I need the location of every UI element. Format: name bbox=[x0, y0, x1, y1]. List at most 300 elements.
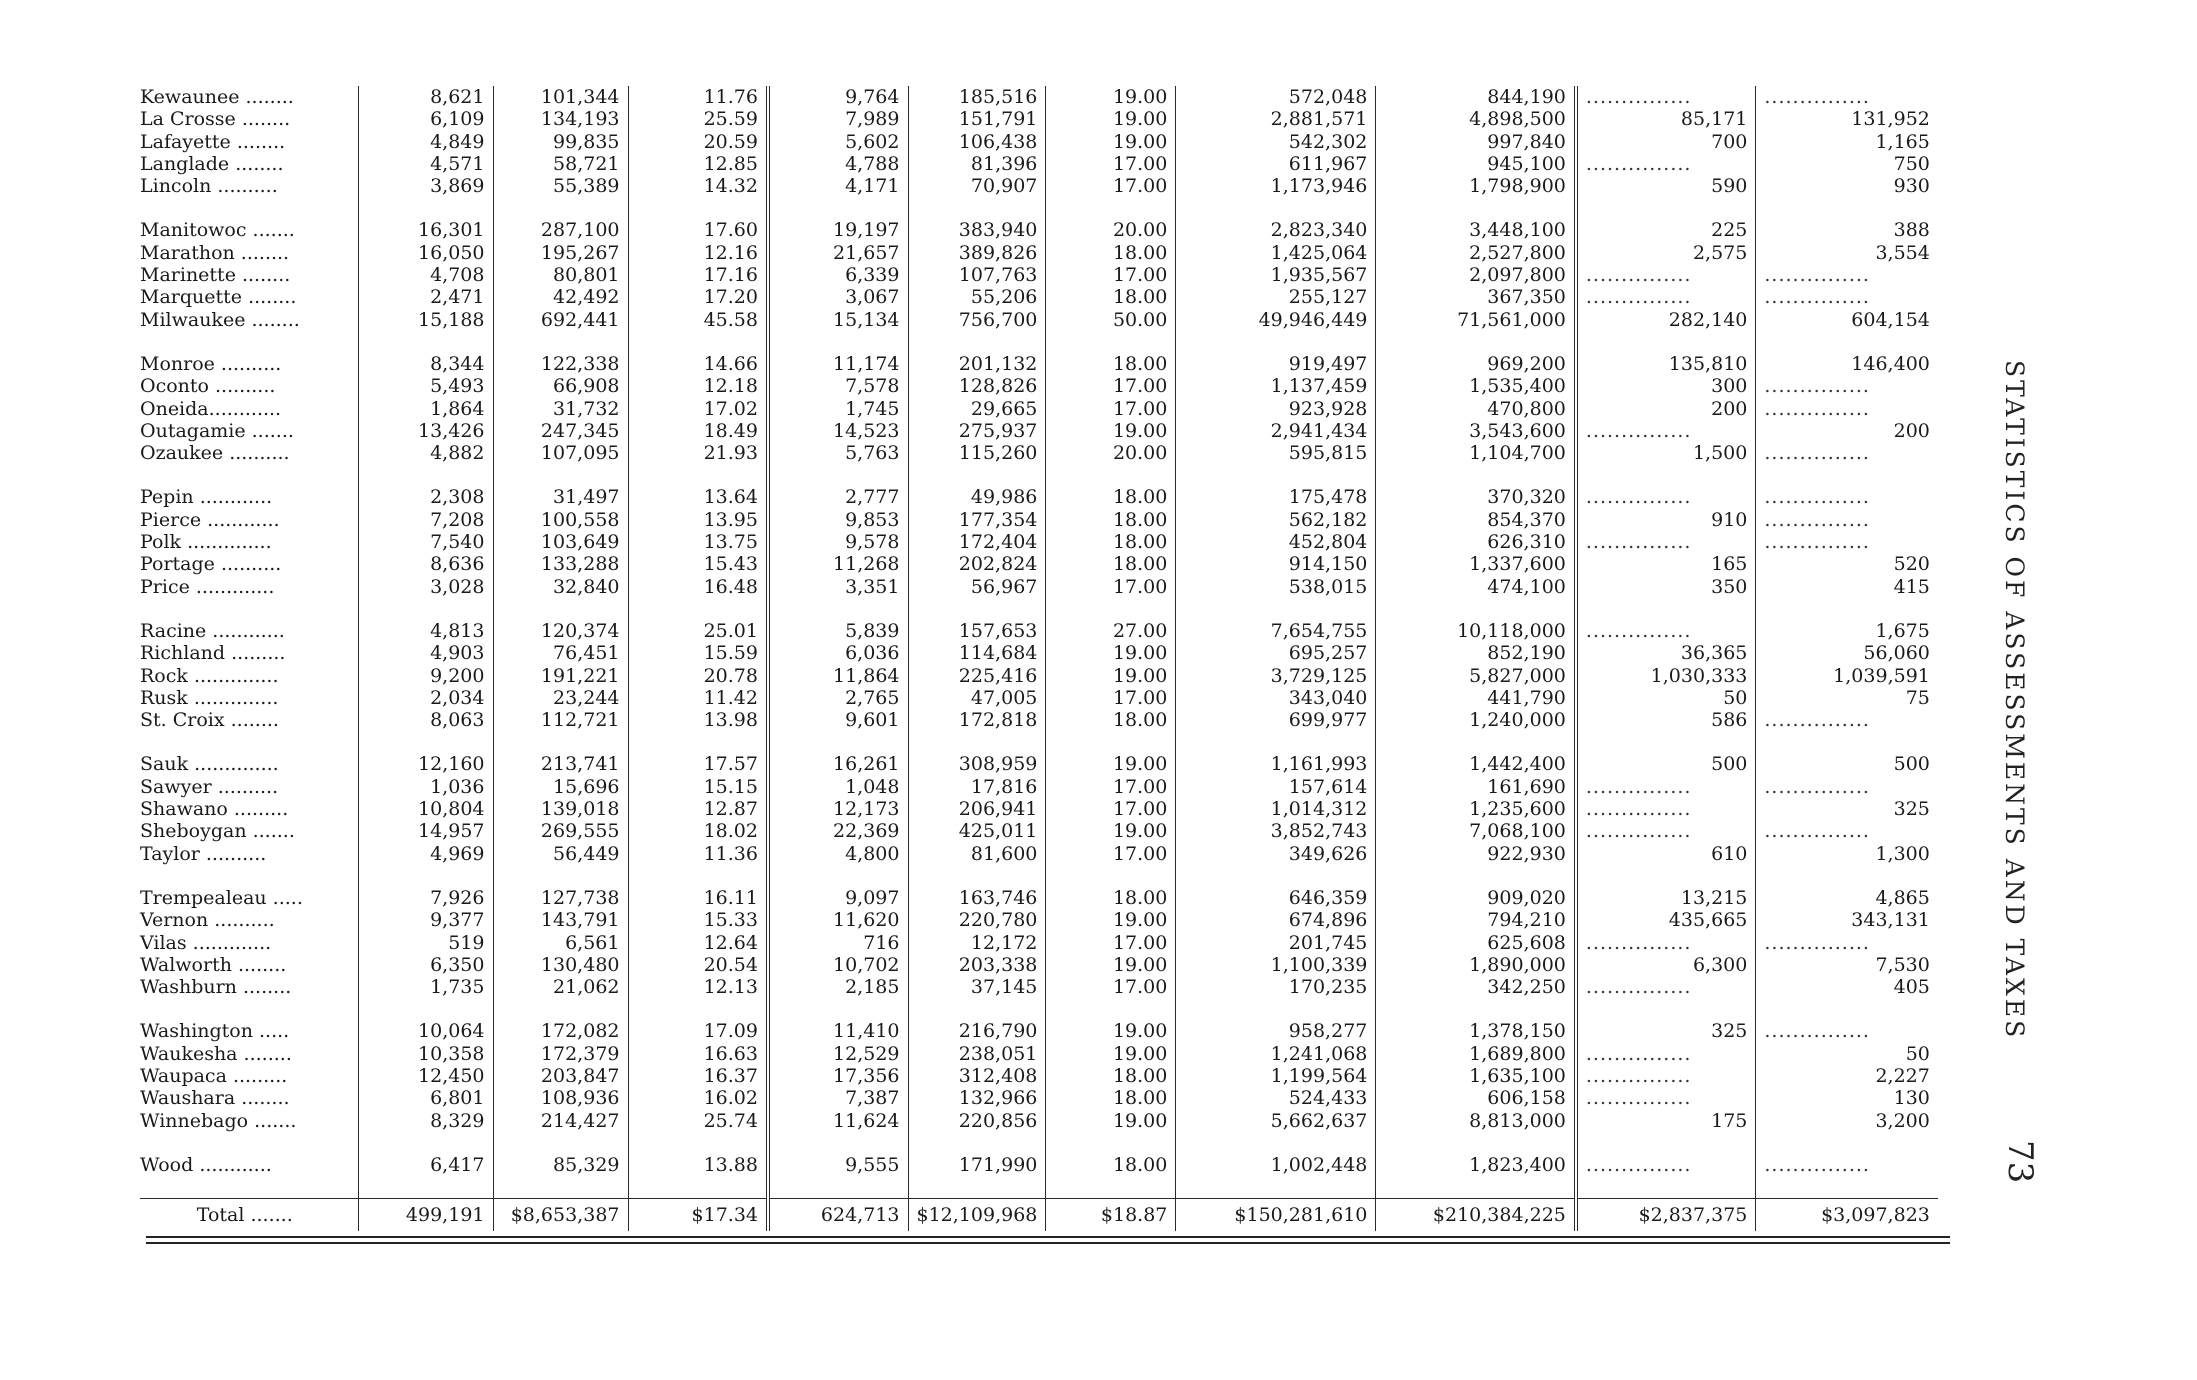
county-name: Lincoln .......... bbox=[140, 175, 278, 198]
spacer-cell bbox=[1376, 865, 1576, 887]
county-name: Lafayette ........ bbox=[140, 130, 286, 153]
cell-c7: 595,815 bbox=[1176, 442, 1376, 464]
cell-c6: 20.00 bbox=[1046, 219, 1176, 241]
spacer-cell bbox=[1576, 197, 1756, 219]
cell-c3: 16.63 bbox=[628, 1043, 768, 1065]
cell-c1: 1,036 bbox=[358, 776, 493, 798]
cell-c3: 20.78 bbox=[628, 665, 768, 687]
cell-c5: 55,206 bbox=[908, 286, 1046, 308]
cell-c5: 17,816 bbox=[908, 776, 1046, 798]
spacer-cell bbox=[628, 998, 768, 1020]
cell-c5: 106,438 bbox=[908, 131, 1046, 153]
cell-c6: 18.00 bbox=[1046, 242, 1176, 264]
table-row bbox=[140, 509, 1938, 531]
spacer-cell bbox=[1046, 464, 1176, 486]
cell-c8: 1,442,400 bbox=[1376, 753, 1576, 775]
cell-c8: 2,527,800 bbox=[1376, 242, 1576, 264]
cell-c3: 17.16 bbox=[628, 264, 768, 286]
cell-c6: 50.00 bbox=[1046, 309, 1176, 331]
cell-c3: 15.43 bbox=[628, 553, 768, 575]
cell-c2: 130,480 bbox=[493, 954, 628, 976]
cell-c10: 56,060 bbox=[1756, 642, 1938, 664]
group-spacer bbox=[140, 331, 1938, 353]
cell-c4: 11,268 bbox=[768, 553, 908, 575]
cell-c8: 1,890,000 bbox=[1376, 954, 1576, 976]
spacer-cell bbox=[768, 464, 908, 486]
cell-c5: 115,260 bbox=[908, 442, 1046, 464]
dot-leader: ............... bbox=[1576, 86, 1756, 108]
county-name: Marinette ........ bbox=[140, 264, 291, 287]
running-head: STATISTICS OF ASSESSMENTS AND TAXES bbox=[2000, 360, 2029, 1041]
spacer-cell bbox=[1576, 464, 1756, 486]
county-name: Racine ............ bbox=[140, 619, 285, 642]
spacer-cell bbox=[908, 998, 1046, 1020]
cell-c8: 606,158 bbox=[1376, 1087, 1576, 1109]
cell-c1: 4,969 bbox=[358, 843, 493, 865]
table-row bbox=[140, 486, 1938, 508]
cell-c6: 18.00 bbox=[1046, 1065, 1176, 1087]
cell-c4: 716 bbox=[768, 932, 908, 954]
cell-c9: 50 bbox=[1576, 687, 1756, 709]
spacer-cell bbox=[628, 598, 768, 620]
cell-c7: 674,896 bbox=[1176, 909, 1376, 931]
cell-c3: 17.57 bbox=[628, 753, 768, 775]
cell-c3: 13.98 bbox=[628, 709, 768, 731]
cell-c3: 12.87 bbox=[628, 798, 768, 820]
cell-c7: $150,281,610 bbox=[1176, 1199, 1376, 1232]
county-name: Marquette ........ bbox=[140, 286, 297, 309]
group-spacer bbox=[140, 731, 1938, 753]
cell-c1: 10,358 bbox=[358, 1043, 493, 1065]
cell-c1: 3,869 bbox=[358, 175, 493, 197]
cell-c9: 165 bbox=[1576, 553, 1756, 575]
cell-c5: 185,516 bbox=[908, 86, 1046, 108]
cell-c4: 2,185 bbox=[768, 976, 908, 998]
county-name: Pepin ............ bbox=[140, 486, 273, 509]
spacer-cell bbox=[768, 998, 908, 1020]
cell-c6: 17.00 bbox=[1046, 976, 1176, 998]
cell-c5: 202,824 bbox=[908, 553, 1046, 575]
cell-c1: 4,708 bbox=[358, 264, 493, 286]
cell-c8: 922,930 bbox=[1376, 843, 1576, 865]
cell-c3: 20.54 bbox=[628, 954, 768, 976]
cell-c7: 170,235 bbox=[1176, 976, 1376, 998]
cell-c8: 370,320 bbox=[1376, 486, 1576, 508]
cell-c1: 5,493 bbox=[358, 375, 493, 397]
cell-c10: 146,400 bbox=[1756, 353, 1938, 375]
cell-c1: 519 bbox=[358, 932, 493, 954]
cell-c1: 13,426 bbox=[358, 420, 493, 442]
cell-c8: 161,690 bbox=[1376, 776, 1576, 798]
cell-c5: 203,338 bbox=[908, 954, 1046, 976]
cell-c7: 562,182 bbox=[1176, 509, 1376, 531]
spacer-cell bbox=[1756, 998, 1938, 1020]
county-name: Washburn ........ bbox=[140, 976, 292, 999]
table-row bbox=[140, 776, 1938, 798]
cell-c4: 6,036 bbox=[768, 642, 908, 664]
cell-c10: 1,165 bbox=[1756, 131, 1938, 153]
cell-c8: 4,898,500 bbox=[1376, 108, 1576, 130]
cell-c2: 15,696 bbox=[493, 776, 628, 798]
cell-c10: 343,131 bbox=[1756, 909, 1938, 931]
cell-c2: 66,908 bbox=[493, 375, 628, 397]
cell-c1: 4,813 bbox=[358, 620, 493, 642]
cell-c2: 6,561 bbox=[493, 932, 628, 954]
cell-c1: 6,801 bbox=[358, 1087, 493, 1109]
spacer-cell bbox=[628, 197, 768, 219]
cell-c2: 99,835 bbox=[493, 131, 628, 153]
county-name: Richland ......... bbox=[140, 642, 286, 665]
dot-leader: ............... bbox=[1576, 820, 1756, 842]
spacer-cell bbox=[1756, 1176, 1938, 1199]
cell-c3: 13.64 bbox=[628, 486, 768, 508]
cell-c2: 133,288 bbox=[493, 553, 628, 575]
cell-c6: 17.00 bbox=[1046, 398, 1176, 420]
cell-c7: 646,359 bbox=[1176, 887, 1376, 909]
cell-c10: 1,300 bbox=[1756, 843, 1938, 865]
dot-leader: ............... bbox=[1576, 264, 1756, 286]
table-row bbox=[140, 798, 1938, 820]
cell-c7: 3,852,743 bbox=[1176, 820, 1376, 842]
cell-c2: 172,082 bbox=[493, 1020, 628, 1042]
cell-c1: 499,191 bbox=[358, 1199, 493, 1232]
cell-c8: 1,235,600 bbox=[1376, 798, 1576, 820]
cell-c5: 29,665 bbox=[908, 398, 1046, 420]
county-name: La Crosse ........ bbox=[140, 108, 291, 131]
cell-c5: 220,780 bbox=[908, 909, 1046, 931]
dot-leader: ............... bbox=[1756, 398, 1938, 420]
cell-c5: 275,937 bbox=[908, 420, 1046, 442]
cell-c8: 1,337,600 bbox=[1376, 553, 1576, 575]
cell-c2: 127,738 bbox=[493, 887, 628, 909]
cell-c4: 9,853 bbox=[768, 509, 908, 531]
cell-c8: 7,068,100 bbox=[1376, 820, 1576, 842]
table-row bbox=[140, 86, 1938, 108]
spacer-cell bbox=[358, 1132, 493, 1154]
cell-c5: 308,959 bbox=[908, 753, 1046, 775]
spacer-cell bbox=[768, 331, 908, 353]
dot-leader: ............... bbox=[1756, 1154, 1938, 1176]
spacer-cell bbox=[1046, 1176, 1176, 1199]
cell-c10: 2,227 bbox=[1756, 1065, 1938, 1087]
cell-c3: 16.37 bbox=[628, 1065, 768, 1087]
dot-leader: ............... bbox=[1756, 932, 1938, 954]
dot-leader: ............... bbox=[1576, 420, 1756, 442]
county-name: Rock .............. bbox=[140, 664, 279, 687]
cell-c3: 20.59 bbox=[628, 131, 768, 153]
cell-c1: 9,200 bbox=[358, 665, 493, 687]
cell-c7: 1,014,312 bbox=[1176, 798, 1376, 820]
spacer-cell bbox=[140, 865, 358, 887]
cell-c6: 17.00 bbox=[1046, 264, 1176, 286]
cell-c2: 100,558 bbox=[493, 509, 628, 531]
spacer-cell bbox=[1376, 331, 1576, 353]
cell-c4: 16,261 bbox=[768, 753, 908, 775]
table-row bbox=[140, 219, 1938, 241]
county-name: St. Croix ........ bbox=[140, 709, 279, 732]
dot-leader: ............... bbox=[1576, 1043, 1756, 1065]
cell-c7: 175,478 bbox=[1176, 486, 1376, 508]
spacer-cell bbox=[1176, 731, 1376, 753]
cell-c4: 21,657 bbox=[768, 242, 908, 264]
cell-c8: 852,190 bbox=[1376, 642, 1576, 664]
cell-c1: 4,571 bbox=[358, 153, 493, 175]
dot-leader: ............... bbox=[1756, 264, 1938, 286]
cell-c6: 19.00 bbox=[1046, 1110, 1176, 1132]
cell-c2: 32,840 bbox=[493, 576, 628, 598]
cell-c3: 16.48 bbox=[628, 576, 768, 598]
cell-c3: 11.36 bbox=[628, 843, 768, 865]
spacer-cell bbox=[908, 197, 1046, 219]
cell-c5: 163,746 bbox=[908, 887, 1046, 909]
cell-c7: 5,662,637 bbox=[1176, 1110, 1376, 1132]
cell-c3: 13.75 bbox=[628, 531, 768, 553]
cell-c8: 626,310 bbox=[1376, 531, 1576, 553]
cell-c4: 7,989 bbox=[768, 108, 908, 130]
county-name: Marathon ........ bbox=[140, 241, 290, 264]
cell-c9: 586 bbox=[1576, 709, 1756, 731]
county-name: Walworth ........ bbox=[140, 953, 287, 976]
spacer-cell bbox=[768, 1132, 908, 1154]
county-name: Wood ............ bbox=[140, 1153, 272, 1176]
dot-leader: ............... bbox=[1756, 509, 1938, 531]
cell-c2: 58,721 bbox=[493, 153, 628, 175]
cell-c6: 18.00 bbox=[1046, 887, 1176, 909]
cell-c4: 17,356 bbox=[768, 1065, 908, 1087]
cell-c3: 25.01 bbox=[628, 620, 768, 642]
dot-leader: ............... bbox=[1756, 486, 1938, 508]
spacer-cell bbox=[1576, 1176, 1756, 1199]
cell-c7: 201,745 bbox=[1176, 932, 1376, 954]
spacer-cell bbox=[1046, 331, 1176, 353]
cell-c6: 20.00 bbox=[1046, 442, 1176, 464]
cell-c4: 14,523 bbox=[768, 420, 908, 442]
cell-c3: 15.15 bbox=[628, 776, 768, 798]
table-row bbox=[140, 687, 1938, 709]
total-row bbox=[140, 1199, 1938, 1232]
cell-c1: 6,109 bbox=[358, 108, 493, 130]
cell-c8: 8,813,000 bbox=[1376, 1110, 1576, 1132]
cell-c2: 134,193 bbox=[493, 108, 628, 130]
table-row bbox=[140, 642, 1938, 664]
cell-c1: 7,540 bbox=[358, 531, 493, 553]
table-row bbox=[140, 420, 1938, 442]
cell-c3: 15.33 bbox=[628, 909, 768, 931]
cell-c3: 13.95 bbox=[628, 509, 768, 531]
cell-c5: 114,684 bbox=[908, 642, 1046, 664]
cell-c8: 342,250 bbox=[1376, 976, 1576, 998]
cell-c2: 101,344 bbox=[493, 86, 628, 108]
dot-leader: ............... bbox=[1756, 709, 1938, 731]
spacer-cell bbox=[493, 731, 628, 753]
cell-c1: 10,804 bbox=[358, 798, 493, 820]
spacer-cell bbox=[908, 865, 1046, 887]
cell-c6: 19.00 bbox=[1046, 108, 1176, 130]
table-row bbox=[140, 264, 1938, 286]
cell-c5: 312,408 bbox=[908, 1065, 1046, 1087]
cell-c3: 17.02 bbox=[628, 398, 768, 420]
cell-c1: 1,864 bbox=[358, 398, 493, 420]
cell-c1: 8,621 bbox=[358, 86, 493, 108]
cell-c10: 50 bbox=[1756, 1043, 1938, 1065]
cell-c4: 3,067 bbox=[768, 286, 908, 308]
cell-c7: 699,977 bbox=[1176, 709, 1376, 731]
cell-c7: 349,626 bbox=[1176, 843, 1376, 865]
cell-c9: 1,500 bbox=[1576, 442, 1756, 464]
cell-c4: 7,578 bbox=[768, 375, 908, 397]
spacer-cell bbox=[1756, 1132, 1938, 1154]
spacer-cell bbox=[493, 598, 628, 620]
cell-c1: 2,308 bbox=[358, 486, 493, 508]
spacer-cell bbox=[628, 1176, 768, 1199]
cell-c3: $17.34 bbox=[628, 1199, 768, 1232]
spacer-cell bbox=[908, 331, 1046, 353]
cell-c1: 2,471 bbox=[358, 286, 493, 308]
cell-c4: 9,555 bbox=[768, 1154, 908, 1176]
cell-c9: 282,140 bbox=[1576, 309, 1756, 331]
county-name: Oconto .......... bbox=[140, 375, 276, 398]
cell-c10: 1,675 bbox=[1756, 620, 1938, 642]
cell-c6: 19.00 bbox=[1046, 820, 1176, 842]
cell-c10: 500 bbox=[1756, 753, 1938, 775]
cell-c4: 22,369 bbox=[768, 820, 908, 842]
county-name: Vilas ............. bbox=[140, 931, 272, 954]
table-row bbox=[140, 1065, 1938, 1087]
cell-c5: 107,763 bbox=[908, 264, 1046, 286]
cell-c7: 542,302 bbox=[1176, 131, 1376, 153]
table-row bbox=[140, 932, 1938, 954]
cell-c2: 80,801 bbox=[493, 264, 628, 286]
cell-c8: 844,190 bbox=[1376, 86, 1576, 108]
cell-c4: 2,777 bbox=[768, 486, 908, 508]
cell-c5: 216,790 bbox=[908, 1020, 1046, 1042]
cell-c6: 18.00 bbox=[1046, 553, 1176, 575]
cell-c6: 17.00 bbox=[1046, 153, 1176, 175]
cell-c4: 9,601 bbox=[768, 709, 908, 731]
spacer-cell bbox=[1176, 598, 1376, 620]
cell-c10: 325 bbox=[1756, 798, 1938, 820]
cell-c2: 139,018 bbox=[493, 798, 628, 820]
cell-c7: 1,241,068 bbox=[1176, 1043, 1376, 1065]
dot-leader: ............... bbox=[1576, 932, 1756, 954]
cell-c3: 14.32 bbox=[628, 175, 768, 197]
cell-c8: 1,104,700 bbox=[1376, 442, 1576, 464]
cell-c9: 350 bbox=[1576, 576, 1756, 598]
county-name: Rusk .............. bbox=[140, 686, 279, 709]
spacer-cell bbox=[1046, 731, 1176, 753]
spacer-cell bbox=[493, 1132, 628, 1154]
spacer-cell bbox=[908, 1176, 1046, 1199]
cell-c6: 19.00 bbox=[1046, 131, 1176, 153]
cell-c8: 10,118,000 bbox=[1376, 620, 1576, 642]
cell-c4: 4,171 bbox=[768, 175, 908, 197]
cell-c2: 143,791 bbox=[493, 909, 628, 931]
cell-c8: $210,384,225 bbox=[1376, 1199, 1576, 1232]
cell-c7: 1,137,459 bbox=[1176, 375, 1376, 397]
county-name: Trempealeau ..... bbox=[140, 886, 303, 909]
table-row bbox=[140, 620, 1938, 642]
table-row bbox=[140, 442, 1938, 464]
cell-c9: 13,215 bbox=[1576, 887, 1756, 909]
spacer-cell bbox=[140, 197, 358, 219]
dot-leader: ............... bbox=[1576, 1154, 1756, 1176]
cell-c5: 157,653 bbox=[908, 620, 1046, 642]
cell-c4: 11,410 bbox=[768, 1020, 908, 1042]
cell-c1: 7,926 bbox=[358, 887, 493, 909]
cell-c2: 76,451 bbox=[493, 642, 628, 664]
cell-c7: 919,497 bbox=[1176, 353, 1376, 375]
spacer-cell bbox=[1176, 998, 1376, 1020]
cell-c2: 103,649 bbox=[493, 531, 628, 553]
cell-c3: 45.58 bbox=[628, 309, 768, 331]
cell-c7: 1,002,448 bbox=[1176, 1154, 1376, 1176]
cell-c6: 17.00 bbox=[1046, 687, 1176, 709]
spacer-cell bbox=[1046, 998, 1176, 1020]
spacer-cell bbox=[908, 731, 1046, 753]
cell-c9: 300 bbox=[1576, 375, 1756, 397]
county-name: Sauk .............. bbox=[140, 753, 279, 776]
cell-c4: 9,764 bbox=[768, 86, 908, 108]
county-name: Waukesha ........ bbox=[140, 1042, 292, 1065]
cell-c2: 21,062 bbox=[493, 976, 628, 998]
cell-c5: 206,941 bbox=[908, 798, 1046, 820]
cell-c8: 909,020 bbox=[1376, 887, 1576, 909]
cell-c8: 367,350 bbox=[1376, 286, 1576, 308]
spacer-cell bbox=[768, 1176, 908, 1199]
cell-c4: 10,702 bbox=[768, 954, 908, 976]
cell-c8: 3,448,100 bbox=[1376, 219, 1576, 241]
cell-c9: 6,300 bbox=[1576, 954, 1756, 976]
cell-c1: 7,208 bbox=[358, 509, 493, 531]
spacer-cell bbox=[358, 731, 493, 753]
dot-leader: ............... bbox=[1576, 531, 1756, 553]
cell-c8: 997,840 bbox=[1376, 131, 1576, 153]
table-row bbox=[140, 576, 1938, 598]
cell-c1: 4,903 bbox=[358, 642, 493, 664]
county-name: Pierce ............ bbox=[140, 508, 280, 531]
spacer-cell bbox=[908, 464, 1046, 486]
spacer-cell bbox=[140, 731, 358, 753]
cell-c1: 4,882 bbox=[358, 442, 493, 464]
county-name: Outagamie ....... bbox=[140, 419, 294, 442]
dot-leader: ............... bbox=[1576, 1087, 1756, 1109]
cell-c6: 18.00 bbox=[1046, 509, 1176, 531]
spacer-cell bbox=[1376, 1176, 1576, 1199]
spacer-cell bbox=[1756, 331, 1938, 353]
spacer-cell bbox=[1756, 197, 1938, 219]
county-name: Milwaukee ........ bbox=[140, 308, 300, 331]
spacer-cell bbox=[628, 464, 768, 486]
cell-c1: 15,188 bbox=[358, 309, 493, 331]
table-row bbox=[140, 531, 1938, 553]
spacer-cell bbox=[140, 331, 358, 353]
cell-c3: 12.16 bbox=[628, 242, 768, 264]
cell-c3: 17.09 bbox=[628, 1020, 768, 1042]
table-row bbox=[140, 242, 1938, 264]
dot-leader: ............... bbox=[1576, 776, 1756, 798]
cell-c4: 12,173 bbox=[768, 798, 908, 820]
dot-leader: ............... bbox=[1756, 531, 1938, 553]
cell-c7: 538,015 bbox=[1176, 576, 1376, 598]
cell-c7: 1,935,567 bbox=[1176, 264, 1376, 286]
dot-leader: ............... bbox=[1576, 1065, 1756, 1087]
spacer-cell bbox=[1756, 598, 1938, 620]
cell-c9: 200 bbox=[1576, 398, 1756, 420]
table-row bbox=[140, 709, 1938, 731]
cell-c2: $8,653,387 bbox=[493, 1199, 628, 1232]
cell-c10: 7,530 bbox=[1756, 954, 1938, 976]
spacer-cell bbox=[908, 598, 1046, 620]
